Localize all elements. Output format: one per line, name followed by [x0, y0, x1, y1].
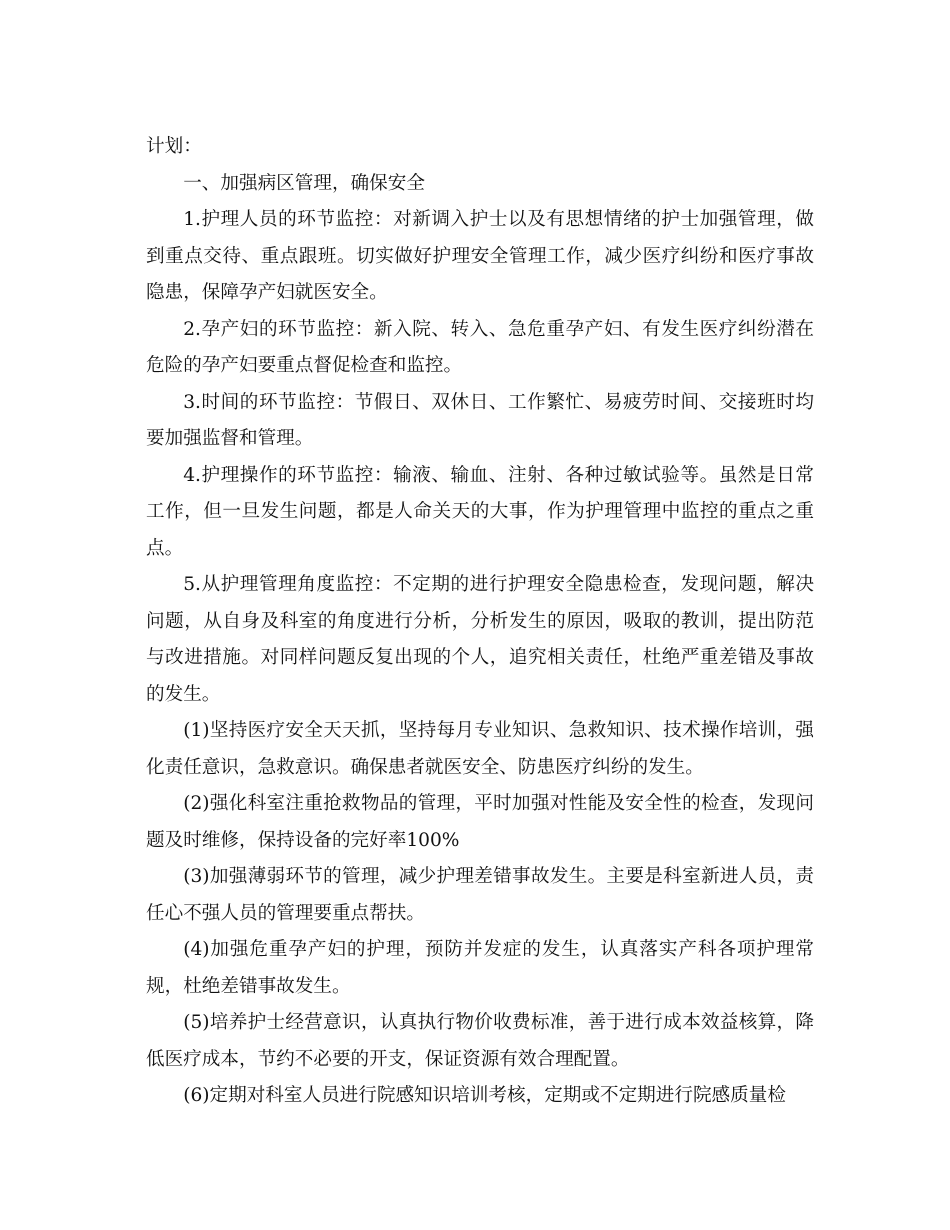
sub-item-6: (6)定期对科室人员进行院感知识培训考核，定期或不定期进行院感质量检 [183, 1085, 786, 1106]
sub-item-5: (5)培养护士经营意识，认真执行物价收费标准，善于进行成本效益核算，降低医疗成本，节约不必要的开支，保证资源有效合理配置。 [146, 1012, 814, 1070]
document-body [146, 129, 814, 1115]
sub-item-4: (4)加强危重孕产妇的护理，预防并发症的发生，认真落实产科各项护理常规，杜绝差错事故发生。 [146, 939, 814, 997]
section-title: 一、加强病区管理，确保安全 [183, 172, 425, 194]
paragraph-item-2: 2.孕产妇的环节监控：新入院、转入、急危重孕产妇、有发生医疗纠纷潜在危险的孕产妇要重点督促检查和监控。 [146, 318, 814, 376]
paragraph-item-5: 5.从护理管理角度监控：不定期的进行护理安全隐患检查，发现问题，解决问题，从自身及科室的角度进行分析，分析发生的原因，吸取的教训，提出防范与改进措施。对同样问题反复出现的个人，追究相关责任，杜绝严重差错及事故的发生。 [146, 574, 814, 705]
paragraph-item-3: 3.时间的环节监控：节假日、双休日、工作繁忙、易疲劳时间、交接班时均要加强监督和管理。 [146, 391, 814, 449]
paragraph-item-4: 4.护理操作的环节监控：输液、输血、注射、各种过敏试验等。虽然是日常工作，但一旦发生问题，都是人命关天的大事，作为护理管理中监控的重点之重点。 [146, 464, 814, 559]
paragraph-item-1: 1.护理人员的环节监控：对新调入护士以及有思想情绪的护士加强管理，做到重点交待、重点跟班。切实做好护理安全管理工作，减少医疗纠纷和医疗事故隐患，保障孕产妇就医安全。 [146, 209, 814, 303]
sub-item-2: (2)强化科室注重抢救物品的管理，平时加强对性能及安全性的检查，发现问题及时维修，保持设备的完好率100% [146, 793, 814, 851]
sub-item-1: (1)坚持医疗安全天天抓，坚持每月专业知识、急救知识、技术操作培训，强化责任意识，急救意识。确保患者就医安全、防患医疗纠纷的发生。 [146, 720, 814, 778]
sub-item-3: (3)加强薄弱环节的管理，减少护理差错事故发生。主要是科室新进人员，责任心不强人员的管理要重点帮扶。 [146, 866, 814, 924]
document-heading: 计划： [146, 136, 202, 157]
